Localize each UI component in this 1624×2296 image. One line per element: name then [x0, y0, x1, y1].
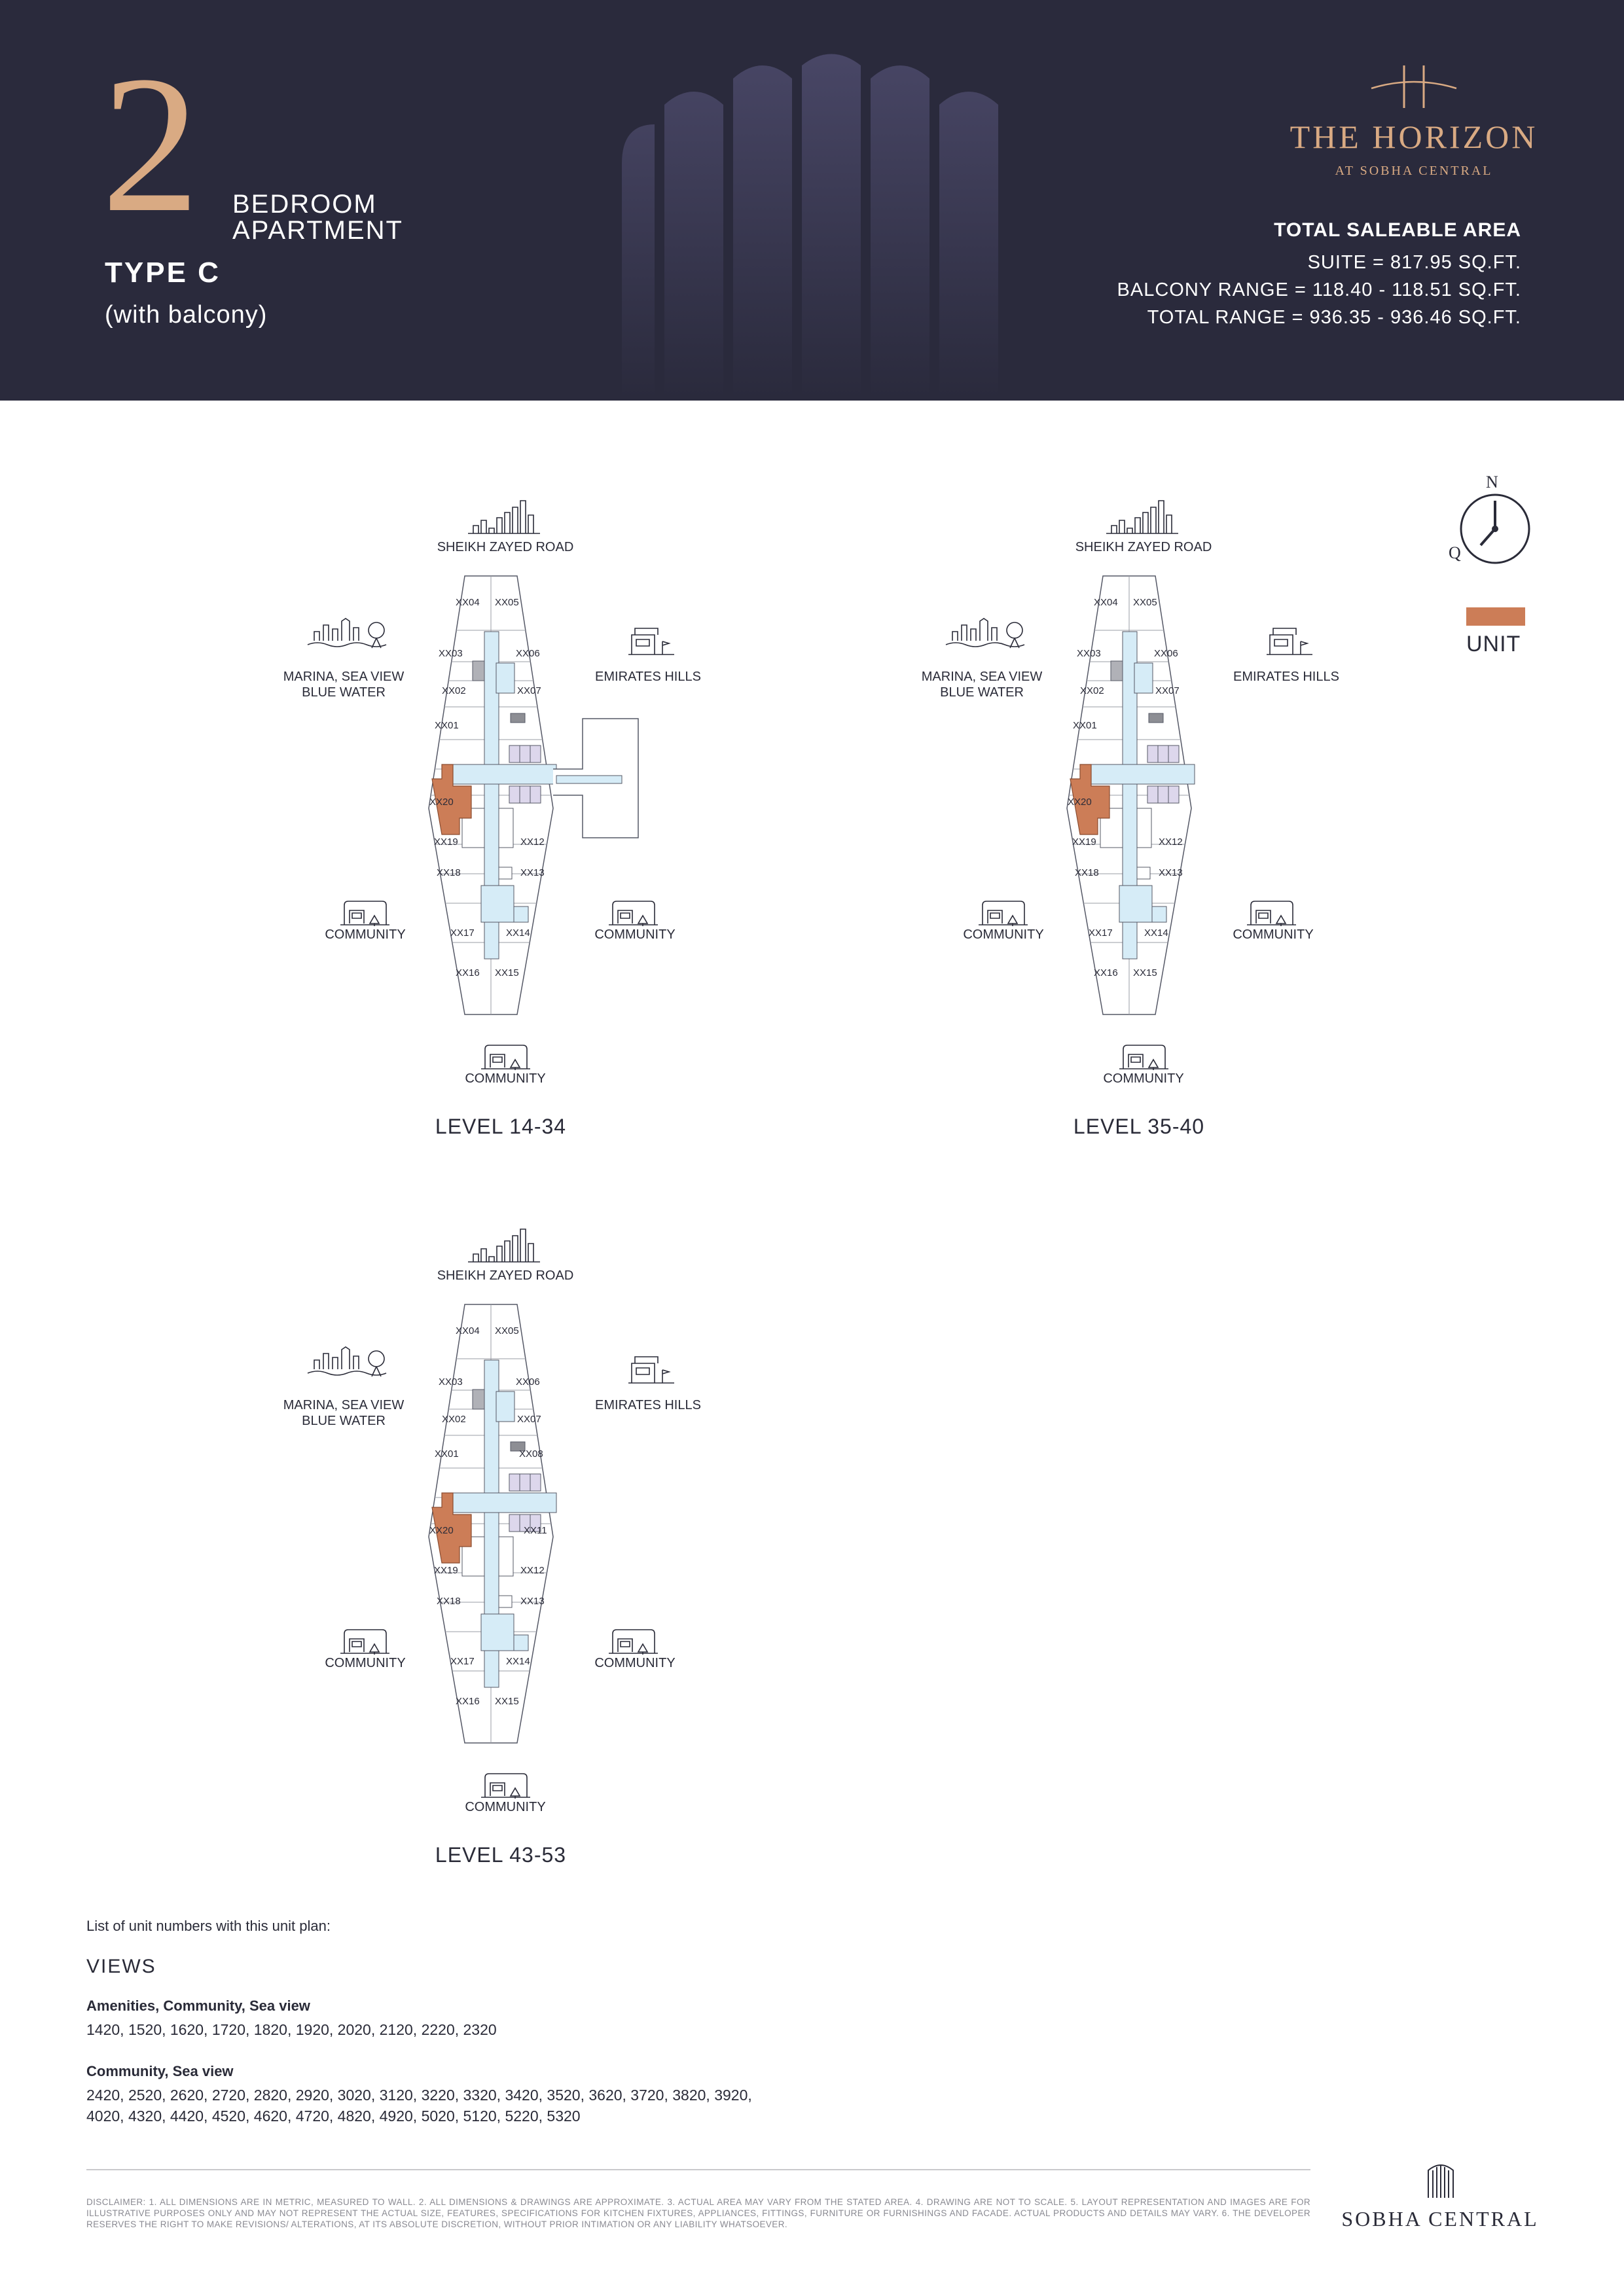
marina-icon — [946, 619, 1024, 648]
view-group-units: 1420, 1520, 1620, 1720, 1820, 1920, 2020, 2120, 2220, 2320 — [86, 2021, 497, 2038]
plan-north-label: SHEIKH ZAYED ROAD — [1075, 540, 1212, 554]
unit-label: XX12 — [520, 1565, 545, 1576]
unit-label: XX17 — [450, 927, 475, 939]
unit-list-intro: List of unit numbers with this unit plan: — [86, 1918, 331, 1934]
plan-west-label: BLUE WATER — [302, 685, 386, 700]
marina-icon — [308, 619, 386, 648]
balcony-range: BALCONY RANGE = 118.40 - 118.51 SQ.FT. — [1117, 279, 1521, 300]
unit-label: XX04 — [456, 1325, 480, 1336]
unit-type-title: TYPE C — [105, 257, 221, 289]
plan-east-label: EMIRATES HILLS — [595, 670, 701, 684]
floor-plan-level-43-53 — [283, 1210, 707, 1903]
plan-community-label: COMMUNITY — [963, 927, 1044, 942]
bedroom-label: BEDROOM — [232, 190, 377, 219]
plan-north-label: SHEIKH ZAYED ROAD — [437, 1268, 574, 1283]
unit-label: XX19 — [434, 1565, 458, 1576]
unit-label: XX17 — [1089, 927, 1113, 939]
unit-label: XX16 — [456, 967, 480, 978]
sobha-central-logo-icon — [1426, 2161, 1456, 2198]
community-icon — [340, 1630, 389, 1655]
unit-legend-label: UNIT — [1466, 632, 1521, 656]
villa-icon — [1267, 628, 1312, 655]
villa-icon — [628, 1357, 674, 1383]
unit-label: XX13 — [1159, 867, 1183, 878]
floor-plan-drawing — [301, 481, 707, 1175]
unit-label: XX06 — [516, 648, 540, 659]
community-icon — [481, 1045, 530, 1070]
unit-label: XX05 — [1133, 597, 1157, 608]
unit-label: XX14 — [506, 1656, 530, 1667]
unit-label: XX05 — [495, 597, 519, 608]
footer-brand-name: SOBHA CENTRAL — [1341, 2207, 1539, 2231]
compass-north-label: N — [1486, 473, 1498, 492]
unit-label: XX16 — [1094, 967, 1118, 978]
brand-subtitle: AT SOBHA CENTRAL — [1335, 164, 1493, 178]
community-icon — [340, 901, 389, 926]
level-label: LEVEL 14-34 — [435, 1115, 567, 1138]
community-icon — [1119, 1045, 1168, 1070]
unit-label: XX19 — [434, 836, 458, 848]
unit-label: XX03 — [1077, 648, 1101, 659]
unit-label: XX04 — [456, 597, 480, 608]
unit-label: XX05 — [495, 1325, 519, 1336]
plan-west-label: BLUE WATER — [302, 1414, 386, 1428]
unit-label: XX15 — [495, 1696, 519, 1707]
unit-label: XX08 — [519, 1448, 543, 1460]
unit-label: XX18 — [437, 1596, 461, 1607]
unit-label: XX20 — [429, 797, 454, 808]
unit-legend-swatch — [1466, 607, 1525, 626]
view-group-title: Amenities, Community, Sea view — [86, 1998, 310, 2014]
apartment-label: APARTMENT — [232, 216, 403, 245]
floor-plan-level-35-40 — [921, 481, 1345, 1175]
disclaimer-text: DISCLAIMER: 1. ALL DIMENSIONS ARE IN METRIC, MEASURED TO WALL. 2. ALL DIMENSIONS & DRAWINGS ARE APPROXIMATE. 3. ACTUAL AREA MAY VARY FROM THE STATED AREA. 4. DRAWING ARE NOT TO SCALE. 5. LAYOUT REPRESENTATION AND IMAGES ARE FOR ILLUSTRATIVE PURPOSES ONLY AND MAY NOT REPRESENT THE ACTUAL SIZE, FEATURES, SPECIFICATIONS FOR KITCHEN FIXTURES, APPLIANCES, FITTINGS, FURNITURE OR FURNISHINGS AND FACADE. ACTUAL PRODUCTS AND DETAILS MAY VARY. 6. THE DEVELOPER RESERVES THE RIGHT TO MAKE REVISIONS/ ALTERATIONS, AT ITS ABSOLUTE DISCRETION, WITHOUT PRIOR INTIMATION OR ANY LIABILITY WHATSOEVER. — [86, 2197, 1310, 2229]
level-label: LEVEL 43-53 — [435, 1843, 567, 1867]
view-group-units: 4020, 4320, 4420, 4520, 4620, 4720, 4820, 4920, 5020, 5120, 5220, 5320 — [86, 2108, 581, 2125]
community-icon — [979, 901, 1028, 926]
unit-label: XX07 — [517, 1414, 541, 1425]
unit-label: XX15 — [1133, 967, 1157, 978]
skyline-icon — [468, 501, 540, 533]
unit-label: XX03 — [439, 1376, 463, 1388]
unit-label: XX13 — [520, 867, 545, 878]
suite-area: SUITE = 817.95 SQ.FT. — [1307, 252, 1521, 273]
villa-icon — [628, 628, 674, 655]
plan-community-label: COMMUNITY — [325, 1656, 406, 1670]
horizon-logo-icon — [1368, 62, 1460, 111]
plan-east-label: EMIRATES HILLS — [1233, 670, 1339, 684]
marina-icon — [308, 1347, 386, 1376]
bedroom-count: 2 — [101, 35, 200, 253]
community-icon — [481, 1774, 530, 1799]
floor-plan-drawing — [939, 481, 1345, 1175]
unit-label: XX01 — [435, 1448, 459, 1460]
unit-label: XX20 — [429, 1525, 454, 1536]
brand-name: THE HORIZON — [1290, 118, 1538, 155]
plan-west-label: BLUE WATER — [940, 685, 1024, 700]
unit-label: XX07 — [517, 685, 541, 696]
plan-north-label: SHEIKH ZAYED ROAD — [437, 540, 574, 554]
floor-plan-drawing — [301, 1210, 707, 1903]
unit-label: XX03 — [439, 648, 463, 659]
unit-label: XX19 — [1072, 836, 1096, 848]
unit-label: XX12 — [520, 836, 545, 848]
plan-east-label: EMIRATES HILLS — [595, 1398, 701, 1412]
unit-label: XX02 — [442, 685, 466, 696]
unit-label: XX17 — [450, 1656, 475, 1667]
community-icon — [1247, 901, 1296, 926]
plan-community-label: COMMUNITY — [594, 1656, 676, 1670]
level-label: LEVEL 35-40 — [1073, 1115, 1205, 1138]
unit-label: XX04 — [1094, 597, 1118, 608]
unit-label: XX06 — [1154, 648, 1178, 659]
unit-label: XX13 — [520, 1596, 545, 1607]
plan-community-label: COMMUNITY — [1103, 1071, 1184, 1086]
plan-west-label: MARINA, SEA VIEW — [283, 670, 405, 684]
floor-plan-level-14-34 — [283, 481, 707, 1175]
compass-q-label: Q — [1449, 543, 1461, 562]
unit-label: XX02 — [442, 1414, 466, 1425]
total-range: TOTAL RANGE = 936.35 - 936.46 SQ.FT. — [1147, 307, 1521, 328]
unit-label: XX18 — [1075, 867, 1099, 878]
unit-label: XX11 — [524, 1525, 547, 1536]
views-title: VIEWS — [86, 1956, 156, 1977]
skyline-icon — [1106, 501, 1178, 533]
plan-community-label: COMMUNITY — [325, 927, 406, 942]
unit-label: XX01 — [1073, 720, 1097, 731]
plan-community-label: COMMUNITY — [465, 1800, 546, 1814]
plan-community-label: COMMUNITY — [465, 1071, 546, 1086]
saleable-area-title: TOTAL SALEABLE AREA — [1274, 219, 1521, 241]
unit-label: XX12 — [1159, 836, 1183, 848]
plan-community-label: COMMUNITY — [1233, 927, 1314, 942]
unit-label: XX06 — [516, 1376, 540, 1388]
unit-label: XX16 — [456, 1696, 480, 1707]
view-group-units: 2420, 2520, 2620, 2720, 2820, 2920, 3020, 3120, 3220, 3320, 3420, 3520, 3620, 3720, 3820, 3920, — [86, 2087, 752, 2104]
skyline-icon — [468, 1229, 540, 1262]
community-icon — [609, 901, 658, 926]
footer-divider — [86, 2169, 1310, 2170]
unit-type-subtitle: (with balcony) — [105, 301, 268, 329]
unit-label: XX20 — [1068, 797, 1092, 808]
view-group-title: Community, Sea view — [86, 2063, 234, 2079]
plan-community-label: COMMUNITY — [594, 927, 676, 942]
unit-label: XX14 — [1144, 927, 1168, 939]
unit-label: XX07 — [1155, 685, 1180, 696]
unit-label: XX15 — [495, 967, 519, 978]
plan-west-label: MARINA, SEA VIEW — [283, 1398, 405, 1412]
arches-graphic — [615, 52, 1021, 399]
unit-label: XX14 — [506, 927, 530, 939]
plan-west-label: MARINA, SEA VIEW — [921, 670, 1043, 684]
header-banner — [0, 0, 1624, 401]
unit-label: XX18 — [437, 867, 461, 878]
unit-label: XX02 — [1080, 685, 1104, 696]
community-icon — [609, 1630, 658, 1655]
unit-label: XX01 — [435, 720, 459, 731]
